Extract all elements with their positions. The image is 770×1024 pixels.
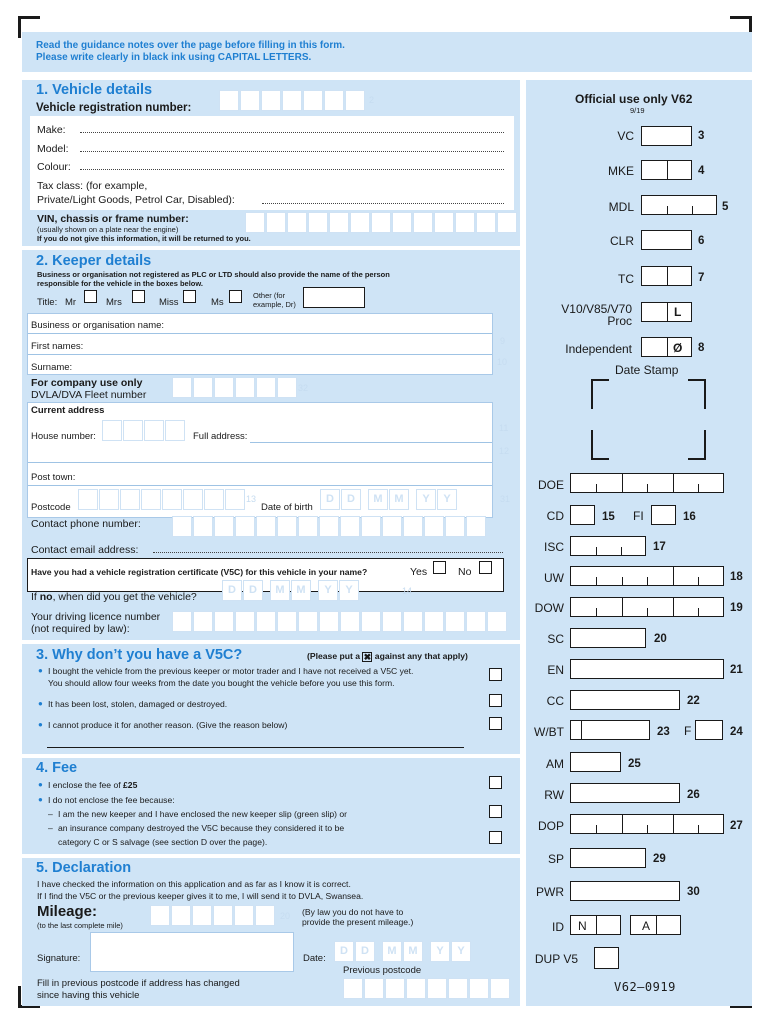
- field-number-20: 20: [280, 911, 291, 921]
- acquired-date-cells[interactable]: [222, 580, 360, 601]
- tick-instruction-post: against any that apply): [374, 651, 468, 661]
- if-no-bold: no: [39, 591, 53, 603]
- no-fee-label: I do not enclose the fee because:: [48, 795, 175, 805]
- dob-label: Date of birth: [261, 502, 313, 513]
- isc-box[interactable]: [570, 536, 646, 556]
- section-1-title: 1. Vehicle details: [36, 82, 153, 98]
- wbt-box[interactable]: [570, 720, 650, 740]
- field-number-9: 9: [500, 336, 506, 346]
- house-number-cells[interactable]: [102, 420, 186, 441]
- phone-label: Contact phone number:: [31, 518, 141, 530]
- reason-bought-line-1: I bought the vehicle from the previous keeper or motor trader and I have not received a V5C yet.: [48, 666, 414, 676]
- vin-note-2: If you do not give this information, it will be returned to you.: [37, 234, 251, 243]
- independent-number: 8: [698, 342, 705, 354]
- wbt-label: W/BT: [534, 725, 564, 739]
- dup-v5-label: DUP V5: [534, 952, 578, 966]
- date-stamp-corner-br: [688, 430, 706, 460]
- decl-date-cell-4: M: [408, 945, 418, 957]
- previous-postcode-label: Previous postcode: [343, 965, 422, 976]
- tc-number: 7: [698, 272, 705, 284]
- date-stamp-corner-bl: [591, 430, 609, 460]
- field-number-14: 14: [402, 586, 413, 596]
- tax-class-label-1: Tax class: (for example,: [37, 180, 148, 192]
- colour-field[interactable]: [80, 169, 504, 170]
- previous-postcode-cells[interactable]: [343, 978, 511, 999]
- reason-lost-checkbox[interactable]: [489, 694, 502, 707]
- proc-label-1: V10/V85/V70: [561, 302, 632, 316]
- title-miss-checkbox[interactable]: [183, 290, 196, 303]
- am-box[interactable]: [570, 752, 621, 772]
- independent-box[interactable]: [641, 337, 692, 357]
- first-names-label: First names:: [31, 341, 84, 352]
- title-miss-label: Miss: [159, 297, 179, 308]
- form-code: V62–0919: [614, 980, 676, 994]
- no-fee-reason-new-keeper: I am the new keeper and I have enclosed the new keeper slip (green slip) or: [58, 809, 348, 819]
- current-address-label: Current address: [31, 405, 105, 416]
- proc-box[interactable]: [641, 302, 692, 322]
- date-stamp-corner-tl: [591, 379, 609, 409]
- isc-number: 17: [653, 541, 666, 553]
- uw-number: 18: [730, 571, 743, 583]
- bullet-icon: ●: [38, 699, 43, 708]
- email-field[interactable]: [153, 552, 503, 553]
- f-box[interactable]: [695, 720, 723, 740]
- proc-label-2: Proc: [607, 314, 632, 328]
- section-5-title: 5. Declaration: [36, 860, 132, 876]
- id-a-letter: A: [642, 919, 651, 933]
- reason-lost: It has been lost, stolen, damaged or destroyed.: [48, 699, 228, 709]
- if-no-prefix: If: [31, 591, 40, 603]
- dob-cell-2: D: [347, 493, 355, 505]
- title-other-label-1: Other (for: [253, 291, 286, 300]
- colour-label: Colour:: [37, 161, 71, 173]
- mileage-law-note-2: provide the present mileage.): [302, 917, 414, 927]
- tick-instruction: [307, 651, 468, 662]
- tax-class-field[interactable]: [262, 203, 504, 204]
- business-name-label: Business or organisation name:: [31, 320, 165, 331]
- sp-box[interactable]: [570, 848, 646, 868]
- section-3-title: 3. Why don’t you have a V5C?: [36, 647, 243, 663]
- en-box[interactable]: [570, 659, 724, 679]
- pwr-label: PWR: [536, 885, 564, 899]
- title-ms-label: Ms: [211, 297, 224, 308]
- sc-box[interactable]: [570, 628, 646, 648]
- official-version: 9/19: [630, 106, 645, 115]
- decl-date-cell-2: D: [361, 945, 369, 957]
- date-stamp-corner-tr: [688, 379, 706, 409]
- independent-label: Independent: [565, 342, 632, 356]
- clr-label: CLR: [609, 234, 634, 248]
- email-label: Contact email address:: [31, 544, 139, 556]
- reason-other: I cannot produce it for another reason. (Give the reason below): [48, 720, 288, 730]
- rw-box[interactable]: [570, 783, 680, 803]
- make-label: Make:: [37, 124, 66, 136]
- if-no-suffix: , when did you get the vehicle?: [52, 591, 197, 603]
- mdl-label: MDL: [608, 200, 634, 214]
- dop-number: 27: [730, 820, 743, 832]
- signature-label: Signature:: [37, 953, 81, 964]
- had-v5c-no-checkbox[interactable]: [479, 561, 492, 574]
- rw-number: 26: [687, 789, 700, 801]
- f-label: F: [684, 724, 692, 738]
- house-number-label: House number:: [31, 431, 96, 442]
- mdl-number: 5: [722, 201, 729, 213]
- previous-postcode-note-2: since having this vehicle: [37, 990, 140, 1001]
- mdl-box[interactable]: [641, 195, 717, 215]
- make-field[interactable]: [80, 132, 504, 133]
- doe-label: DOE: [537, 478, 564, 492]
- signature-field[interactable]: [90, 932, 294, 972]
- mke-number: 4: [698, 165, 705, 177]
- fleet-number-cells[interactable]: [172, 377, 298, 398]
- bullet-icon: ●: [38, 795, 43, 804]
- acquired-cell-5: Y: [324, 584, 332, 596]
- field-number-12: 12: [499, 446, 510, 456]
- id-a-box[interactable]: [630, 915, 681, 935]
- declaration-line-2: If I find the V5C or the previous keeper gives it to me, I will send it to DVLA, Swansea.: [37, 891, 364, 901]
- surname-label: Surname:: [31, 362, 73, 373]
- clr-number: 6: [698, 235, 705, 247]
- tax-class-label-2: Private/Light Goods, Petrol Car, Disabled):: [37, 194, 235, 206]
- title-mrs-label: Mrs: [106, 297, 122, 308]
- title-other-label-2: example, Dr): [253, 300, 296, 309]
- previous-postcode-note-1: Fill in previous postcode if address has changed: [37, 978, 240, 989]
- no-fee-reason-insurance-2: category C or S salvage (see section D over the page).: [58, 837, 268, 847]
- had-v5c-yes-checkbox[interactable]: [433, 561, 446, 574]
- field-number-31: 31: [500, 494, 511, 504]
- licence-label-2: (not required by law):: [31, 623, 130, 635]
- dob-cell-3: M: [373, 493, 383, 505]
- reason-other-field[interactable]: [47, 747, 464, 748]
- declaration-line-1: I have checked the information on this application and as far as I know it is correct.: [37, 879, 351, 889]
- dob-cells[interactable]: [320, 489, 458, 510]
- title-ms-checkbox[interactable]: [229, 290, 242, 303]
- post-town-field[interactable]: [28, 485, 492, 486]
- bullet-icon: ●: [38, 780, 43, 789]
- model-label: Model:: [37, 143, 69, 155]
- no-fee-insurance-checkbox[interactable]: [489, 831, 502, 844]
- acquired-cell-6: Y: [345, 584, 353, 596]
- dop-label: DOP: [537, 819, 564, 833]
- title-mr-checkbox[interactable]: [84, 290, 97, 303]
- uw-box[interactable]: [570, 566, 724, 586]
- reg-number-cells[interactable]: [219, 90, 366, 111]
- mileage-cells[interactable]: [150, 905, 276, 926]
- had-v5c-no-label: No: [458, 566, 472, 578]
- title-mr-label: Mr: [65, 297, 77, 308]
- field-number-10: 10: [497, 357, 508, 367]
- sc-number: 20: [654, 633, 667, 645]
- fleet-number-label: DVLA/DVA Fleet number: [31, 389, 147, 401]
- keeper-note-2: responsible for the vehicle in the boxes below.: [37, 279, 204, 288]
- pwr-box[interactable]: [570, 881, 680, 901]
- tick-instruction-pre: (Please put a: [307, 651, 361, 661]
- date-label: Date:: [303, 953, 326, 964]
- independent-box-symbol: Ø: [673, 341, 683, 355]
- cc-box[interactable]: [570, 690, 680, 710]
- licence-label-1: Your driving licence number: [31, 611, 161, 623]
- decl-date-cell-6: Y: [457, 945, 465, 957]
- acquired-cell-2: D: [249, 584, 257, 596]
- decl-date-cell-5: Y: [436, 945, 444, 957]
- full-address-field-1[interactable]: [250, 442, 492, 443]
- business-name-field[interactable]: [28, 333, 492, 334]
- pwr-number: 30: [687, 886, 700, 898]
- full-address-label: Full address:: [193, 431, 248, 442]
- cd-box[interactable]: [570, 505, 595, 525]
- guidance-line-1: Read the guidance notes over the page before filling in this form.: [36, 40, 345, 51]
- dob-cell-4: M: [394, 493, 404, 505]
- reg-number-label: Vehicle registration number:: [36, 102, 192, 114]
- cd-number: 15: [602, 511, 615, 523]
- mke-box[interactable]: [641, 160, 692, 180]
- title-mrs-checkbox[interactable]: [132, 290, 145, 303]
- id-n-letter: N: [578, 919, 587, 933]
- bullet-icon: ●: [38, 666, 43, 675]
- am-label: AM: [546, 757, 564, 771]
- tc-label: TC: [618, 272, 634, 286]
- had-v5c-yes-label: Yes: [410, 566, 428, 578]
- isc-label: ISC: [543, 540, 564, 554]
- no-fee-new-keeper-checkbox[interactable]: [489, 805, 502, 818]
- uw-label: UW: [544, 571, 564, 585]
- acquired-cell-4: M: [296, 584, 306, 596]
- first-names-field[interactable]: [28, 354, 492, 355]
- tick-icon: ✖: [363, 652, 372, 662]
- proc-box-letter: L: [674, 305, 682, 319]
- dow-box[interactable]: [570, 597, 724, 617]
- section-2-title: 2. Keeper details: [36, 253, 152, 269]
- doe-box[interactable]: [570, 473, 724, 493]
- decl-date-cell-3: M: [387, 945, 397, 957]
- cd-label: CD: [546, 509, 564, 523]
- vin-cells[interactable]: [245, 212, 518, 233]
- reason-other-checkbox[interactable]: [489, 717, 502, 730]
- official-use-title: Official use only V62: [575, 92, 693, 106]
- had-v5c-question: Have you had a vehicle registration certificate (V5C) for this vehicle in your name?: [31, 567, 368, 577]
- declaration-date-cells[interactable]: [334, 941, 472, 962]
- sp-number: 29: [653, 853, 666, 865]
- sp-label: SP: [547, 852, 564, 866]
- title-other-field[interactable]: [303, 287, 365, 308]
- acquired-cell-1: D: [228, 584, 236, 596]
- dow-label: DOW: [534, 601, 564, 615]
- tc-box[interactable]: [641, 266, 692, 286]
- reason-bought-checkbox[interactable]: [489, 668, 502, 681]
- vin-note-1: (usually shown on a plate near the engine): [37, 225, 179, 234]
- dup-v5-box[interactable]: [594, 947, 619, 969]
- title-label: Title:: [37, 297, 58, 308]
- postcode-cells[interactable]: [78, 489, 246, 510]
- fee-amount: £25: [123, 780, 138, 790]
- dop-box[interactable]: [570, 814, 724, 834]
- fee-enclosed-text: I enclose the fee of: [48, 780, 124, 790]
- vin-label: VIN, chassis or frame number:: [37, 213, 189, 225]
- section-4-title: 4. Fee: [36, 760, 78, 776]
- licence-cells[interactable]: [172, 611, 508, 632]
- fee-enclosed: [48, 780, 137, 791]
- phone-cells[interactable]: [172, 516, 487, 537]
- mke-label: MKE: [607, 164, 634, 178]
- dob-cell-5: Y: [422, 493, 430, 505]
- bullet-icon: ●: [38, 720, 43, 729]
- mileage-note: (to the last complete mile): [37, 921, 123, 930]
- mileage-law-note-1: (By law you do not have to: [302, 907, 404, 917]
- clr-box[interactable]: [641, 230, 692, 250]
- reason-bought-line-2: You should allow four weeks from the date you bought the vehicle before you use this form.: [48, 678, 395, 688]
- dash-icon: –: [48, 823, 53, 833]
- fi-number: 16: [683, 511, 696, 523]
- no-fee-reason-insurance-1: an insurance company destroyed the V5C because they considered it to be: [58, 823, 345, 833]
- dob-cell-1: D: [326, 493, 334, 505]
- keeper-note-1: Business or organisation not registered as PLC or LTD should also provide the name of the person: [37, 270, 390, 279]
- en-number: 21: [730, 664, 743, 676]
- dash-icon: –: [48, 809, 53, 819]
- dob-cell-6: Y: [443, 493, 451, 505]
- vc-number: 3: [698, 130, 705, 142]
- field-number-13: 13: [246, 494, 257, 504]
- vc-box[interactable]: [641, 126, 692, 146]
- post-town-label: Post town:: [31, 472, 76, 483]
- fee-enclosed-checkbox[interactable]: [489, 776, 502, 789]
- if-no-question: [31, 591, 197, 604]
- acquired-cell-3: M: [275, 584, 285, 596]
- field-number-11: 11: [499, 423, 509, 433]
- company-use-label: For company use only: [31, 377, 143, 389]
- mileage-label: Mileage:: [37, 903, 98, 920]
- id-label: ID: [552, 920, 564, 934]
- dow-number: 19: [730, 602, 743, 614]
- cc-number: 22: [687, 695, 700, 707]
- fi-label: FI: [633, 509, 644, 523]
- en-label: EN: [547, 663, 564, 677]
- am-number: 25: [628, 758, 641, 770]
- postcode-label: Postcode: [31, 502, 71, 513]
- vc-label: VC: [617, 129, 634, 143]
- f-number: 24: [730, 726, 743, 738]
- sc-label: SC: [547, 632, 564, 646]
- full-address-field-2[interactable]: [28, 462, 492, 463]
- model-field[interactable]: [80, 151, 504, 152]
- fi-box[interactable]: [651, 505, 676, 525]
- date-stamp-label: Date Stamp: [615, 363, 679, 377]
- field-number-32: 32: [298, 383, 309, 393]
- rw-label: RW: [544, 788, 564, 802]
- decl-date-cell-1: D: [340, 945, 348, 957]
- reg-field-number: 2: [369, 95, 375, 105]
- wbt-number: 23: [657, 726, 670, 738]
- cc-label: CC: [546, 694, 564, 708]
- guidance-line-2: Please write clearly in black ink using CAPITAL LETTERS.: [36, 52, 312, 63]
